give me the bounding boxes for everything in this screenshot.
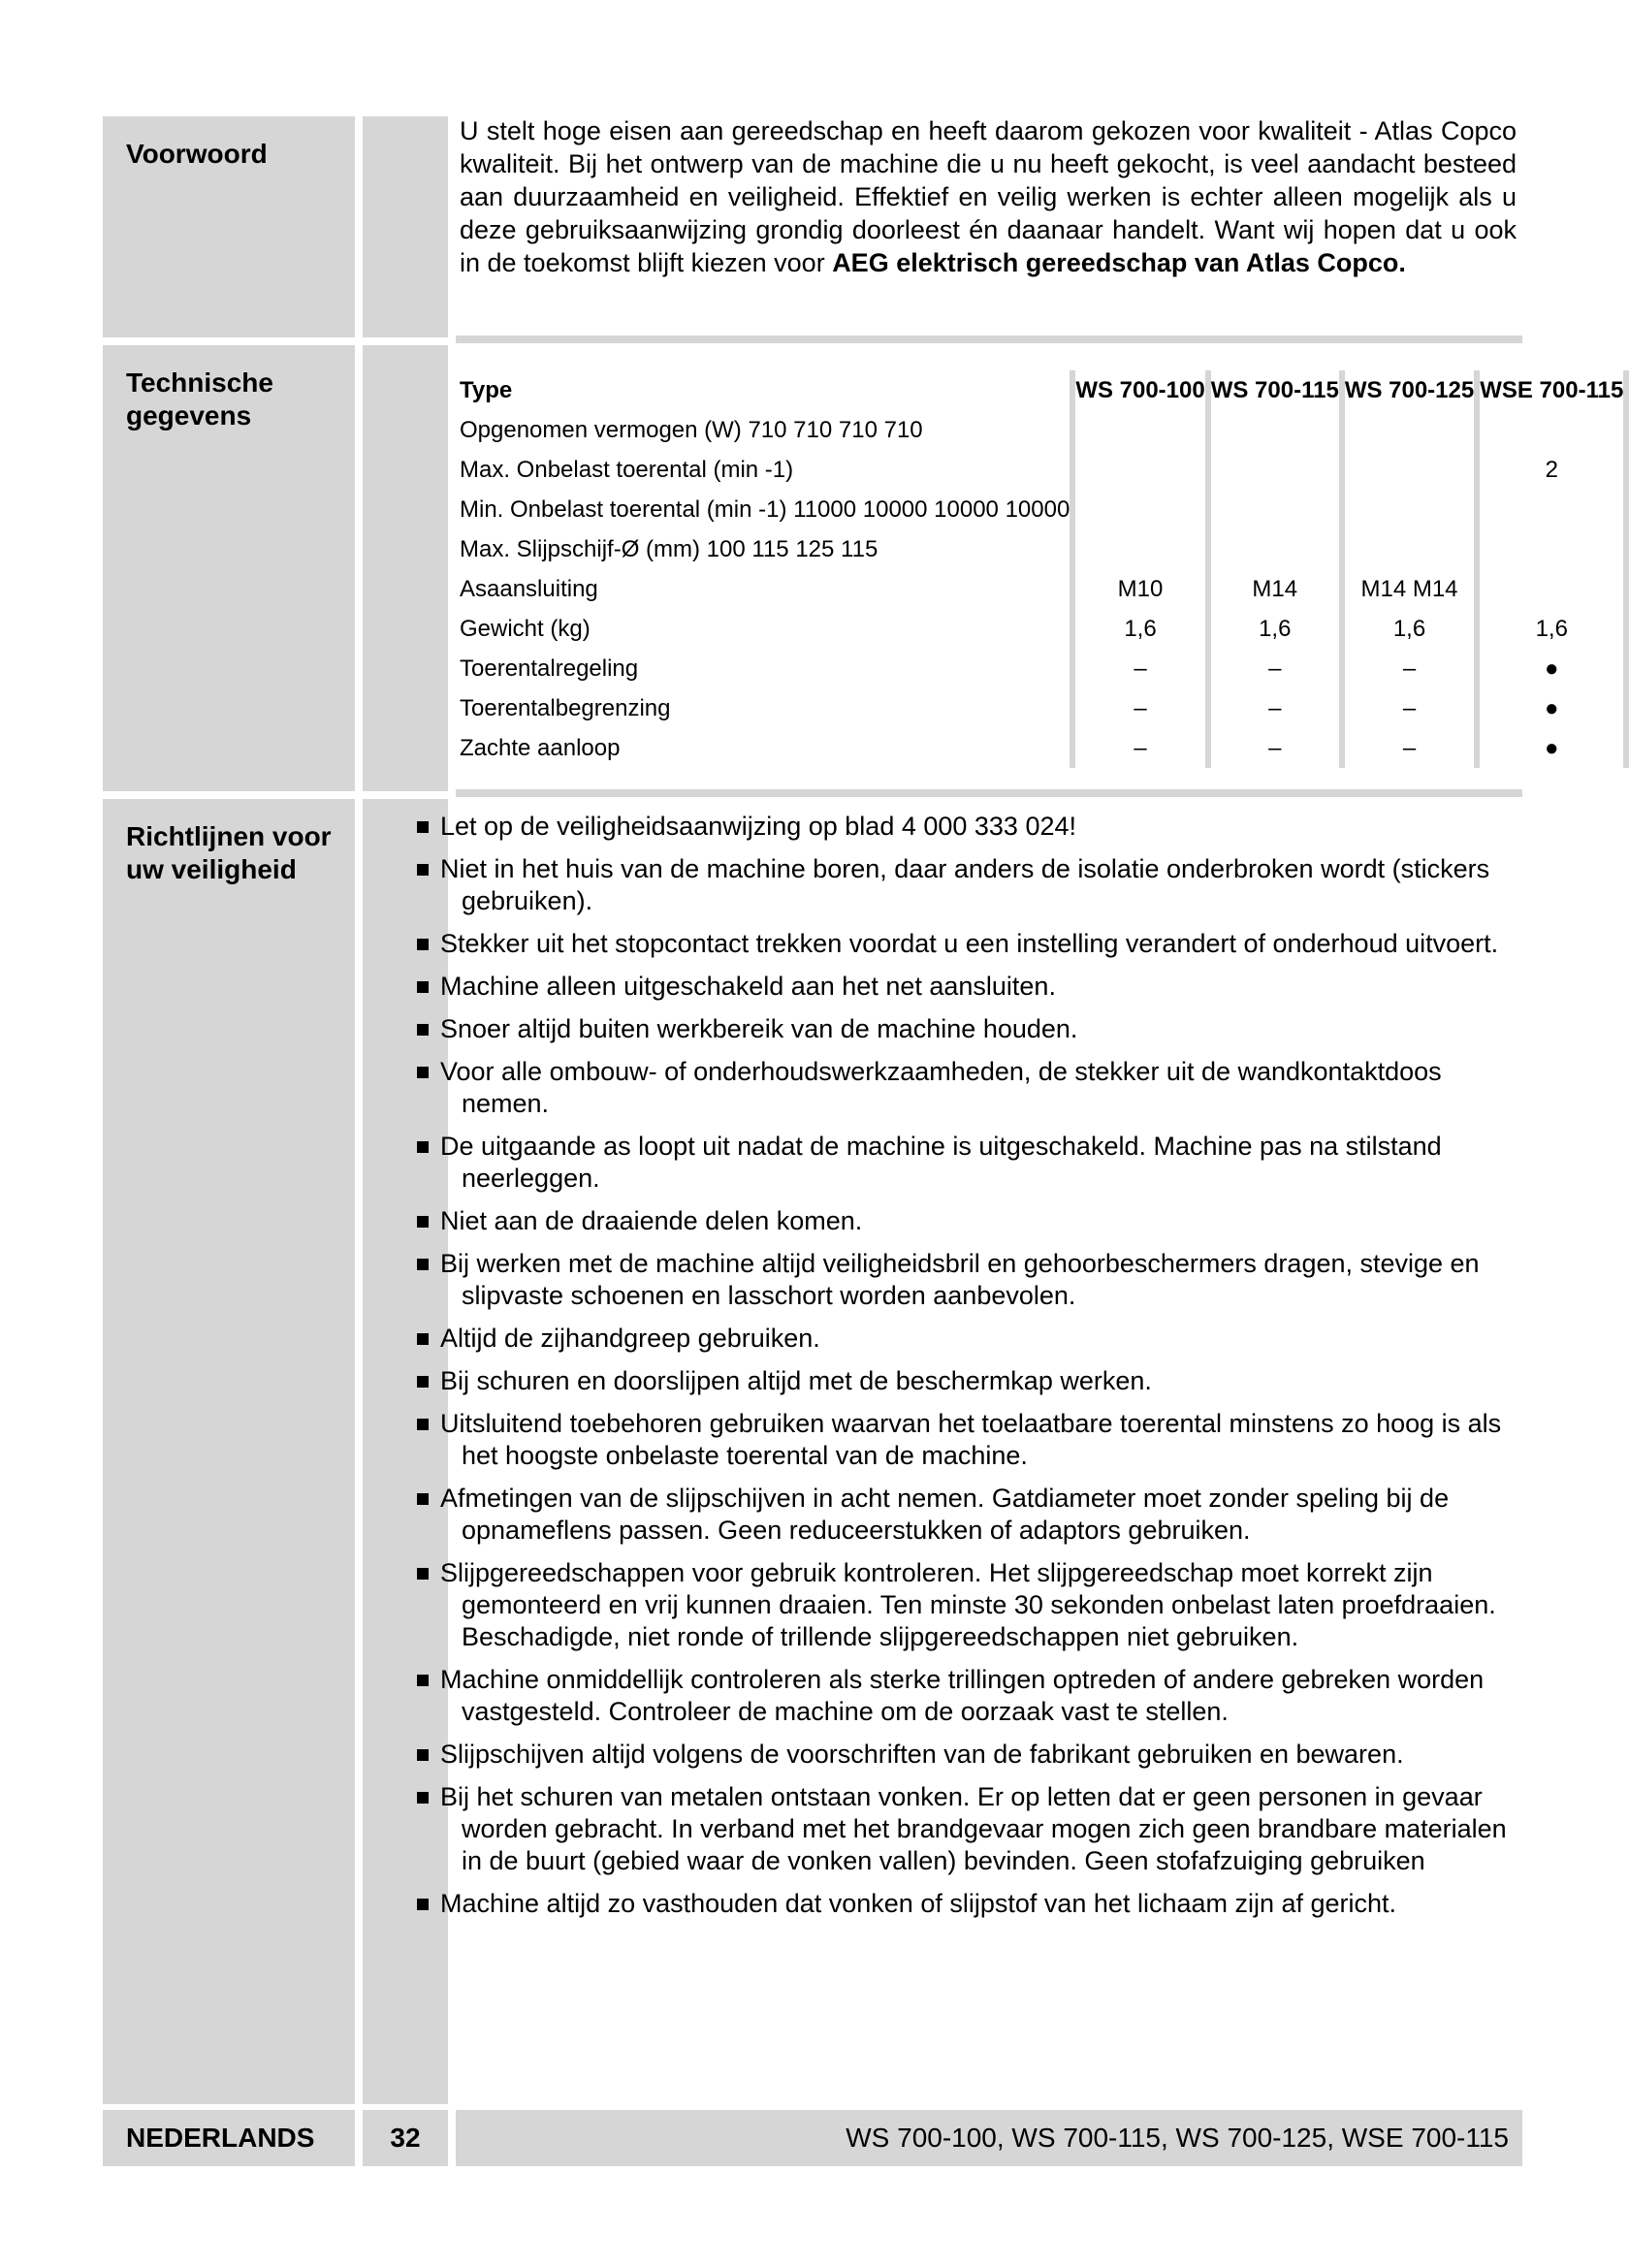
safety-item-text: Machine altijd zo vasthouden dat vonken of slijpstof van het lichaam zijn af gericht.	[440, 1889, 1397, 1918]
safety-item	[417, 1781, 1520, 1877]
spec-cell: –	[1342, 688, 1477, 728]
footer-language: NEDERLANDS	[126, 2123, 315, 2153]
spec-row	[460, 410, 1626, 450]
square-bullet-icon	[417, 1141, 429, 1153]
square-bullet-icon	[417, 821, 429, 833]
spec-row	[460, 569, 1626, 609]
spec-cell: –	[1208, 728, 1342, 768]
spec-cell: –	[1208, 688, 1342, 728]
spec-header-cell: WSE 700-115	[1477, 370, 1626, 410]
spec-cell: M14	[1208, 569, 1342, 609]
safety-item	[417, 1739, 1520, 1771]
safety-item	[417, 1013, 1520, 1045]
spec-cell: –	[1072, 728, 1207, 768]
spec-cell: Max. Onbelast toerental (min -1)	[460, 456, 794, 483]
safety-item	[417, 1248, 1520, 1312]
square-bullet-icon	[417, 1024, 429, 1036]
spec-cell: 1,6	[1208, 609, 1342, 649]
spec-row	[460, 529, 1626, 569]
safety-item-text: Niet in het huis van de machine boren, daar anders de isolatie onderbroken wordt (stickers gebruiken).	[440, 854, 1490, 915]
spec-cell	[1208, 529, 1342, 569]
spec-cell	[1208, 450, 1342, 490]
voorwoord-text	[460, 114, 1517, 279]
spec-cell	[1342, 410, 1477, 450]
spec-cell: –	[1072, 688, 1207, 728]
section-label-voorwoord	[103, 116, 355, 337]
spec-cell: Zachte aanloop	[460, 734, 621, 761]
spec-row	[460, 688, 1626, 728]
square-bullet-icon	[417, 1376, 429, 1388]
safety-item-text: Voor alle ombouw- of onderhoudswerkzaamheden, de stekker uit de wandkontaktdoos nemen.	[440, 1057, 1442, 1118]
spec-cell: 2	[1477, 450, 1626, 490]
footer-models: WS 700-100, WS 700-115, WS 700-125, WSE 700-115	[846, 2123, 1509, 2153]
spec-cell: Asaansluiting	[460, 575, 598, 602]
square-bullet-icon	[417, 1568, 429, 1580]
safety-item-text: Uitsluitend toebehoren gebruiken waarvan het toelaatbare toerental minstens zo hoog is als het hoogste onbelaste toerental van de machine.	[440, 1409, 1502, 1470]
square-bullet-icon	[417, 1675, 429, 1686]
footer-page-box	[363, 2110, 448, 2166]
safety-list	[417, 811, 1520, 1920]
technische-label: Technische gegevens	[126, 367, 273, 431]
spec-cell	[1208, 410, 1342, 450]
spec-cell: –	[1342, 649, 1477, 688]
safety-item-text: Snoer altijd buiten werkbereik van de machine houden.	[440, 1014, 1078, 1043]
square-bullet-icon	[417, 1792, 429, 1804]
square-bullet-icon	[417, 1899, 429, 1910]
richtlijnen-label: Richtlijnen voor uw veiligheid	[126, 821, 332, 884]
spec-row	[460, 609, 1626, 649]
voorwoord-label: Voorwoord	[126, 139, 268, 169]
spec-cell	[1477, 529, 1626, 569]
spec-cell: ●	[1477, 688, 1626, 728]
spec-cell: M10	[1072, 569, 1207, 609]
safety-item	[417, 1888, 1520, 1920]
spec-cell	[1208, 490, 1342, 529]
square-bullet-icon	[417, 981, 429, 993]
safety-item-text: Afmetingen van de slijpschijven in acht nemen. Gatdiameter moet zonder speling bij de opnameflens passen. Geen reduceerstukken of adaptors gebruiken.	[440, 1484, 1450, 1545]
spec-cell	[1072, 450, 1207, 490]
section-label-technische	[103, 345, 355, 791]
section-label-richtlijnen	[103, 799, 355, 2104]
safety-item	[417, 811, 1520, 843]
spec-cell: 1,6	[1477, 609, 1626, 649]
safety-item	[417, 928, 1520, 960]
safety-item	[417, 1056, 1520, 1120]
safety-item	[417, 1205, 1520, 1237]
spec-row	[460, 490, 1626, 529]
safety-item-text: Let op de veiligheidsaanwijzing op blad 4 000 333 024!	[440, 812, 1077, 841]
safety-item-text: Bij schuren en doorslijpen altijd met de beschermkap werken.	[440, 1366, 1152, 1395]
spec-cell: ●	[1477, 728, 1626, 768]
spec-cell	[1477, 410, 1626, 450]
safety-item-text: De uitgaande as loopt uit nadat de machine is uitgeschakeld. Machine pas na stilstand neerleggen.	[440, 1132, 1442, 1193]
safety-item	[417, 1664, 1520, 1728]
safety-item	[417, 1483, 1520, 1547]
spec-table-wrap	[460, 370, 1629, 768]
square-bullet-icon	[417, 1493, 429, 1505]
gutter-voorwoord	[363, 116, 448, 337]
safety-item-text: Slijpgereedschappen voor gebruik kontroleren. Het slijpgereedschap moet korrekt zijn gemonteerd en vrij kunnen draaien. Ten minste 30 sekonden onbelast laten proefdraaien. Beschadigde, niet ronde of trillende slijpgereedschappen niet gebruiken.	[440, 1558, 1496, 1651]
safety-item-text: Bij het schuren van metalen ontstaan vonken. Er op letten dat er geen personen in gevaar worden gebracht. In verband met het brandgevaar mogen zich geen brandbare materialen in de buurt (gebied waar de vonken vallen) bevinden. Geen stofafzuiging gebruiken	[440, 1782, 1507, 1875]
spec-cell: M14 M14	[1342, 569, 1477, 609]
safety-item-text: Machine onmiddellijk controleren als sterke trillingen optreden of andere gebreken worden vastgesteld. Controleer de machine om de oorzaak vast te stellen.	[440, 1665, 1485, 1726]
spec-cell	[1477, 490, 1626, 529]
safety-item	[417, 1365, 1520, 1397]
spec-cell: Toerentalregeling	[460, 655, 639, 682]
square-bullet-icon	[417, 864, 429, 876]
safety-item	[417, 1323, 1520, 1355]
safety-item	[417, 1408, 1520, 1472]
safety-item-text: Altijd de zijhandgreep gebruiken.	[440, 1324, 820, 1353]
safety-item	[417, 1557, 1520, 1653]
spec-cell	[1477, 569, 1626, 609]
spec-cell: Min. Onbelast toerental (min -1) 11000 10000 10000 10000	[460, 495, 1070, 523]
spec-header-cell: Type	[460, 376, 513, 403]
spec-cell: ●	[1477, 649, 1626, 688]
voorwoord-text-bold: AEG elektrisch gereedschap van Atlas Copco.	[832, 248, 1406, 277]
spec-header-cell: WS 700-125	[1342, 370, 1477, 410]
square-bullet-icon	[417, 1333, 429, 1345]
spec-cell: Max. Slijpschijf-Ø (mm) 100 115 125 115	[460, 535, 878, 562]
spec-cell: 1,6	[1072, 609, 1207, 649]
voorwoord-text-plain: U stelt hoge eisen aan gereedschap en heeft daarom gekozen voor kwaliteit - Atlas Copco kwaliteit. Bij het ontwerp van de machine die u nu heeft gekocht, is veel aandacht besteed aan duurzaamheid en veiligheid. Effektief en veilig werken is echter alleen mogelijk als u deze gebruiksaanwijzing grondig doorleest én daanaar handelt. Want wij hopen dat u ook in de toekomst blijft kiezen voor	[460, 116, 1517, 277]
safety-item-text: Machine alleen uitgeschakeld aan het net aansluiten.	[440, 972, 1056, 1001]
safety-item-text: Stekker uit het stopcontact trekken voordat u een instelling verandert of onderhoud uitvoert.	[440, 929, 1499, 958]
spec-row	[460, 728, 1626, 768]
spec-header-cell: WS 700-115	[1208, 370, 1342, 410]
footer-language-box	[103, 2110, 355, 2166]
spec-cell	[1342, 529, 1477, 569]
gutter-technische	[363, 345, 448, 791]
spec-cell	[1072, 410, 1207, 450]
spec-cell: –	[1342, 728, 1477, 768]
square-bullet-icon	[417, 1216, 429, 1228]
spec-cell: Toerentalbegrenzing	[460, 694, 671, 721]
footer-models-box	[456, 2110, 1522, 2166]
spec-cell: –	[1072, 649, 1207, 688]
square-bullet-icon	[417, 939, 429, 950]
safety-item	[417, 1131, 1520, 1195]
safety-item-text: Bij werken met de machine altijd veiligheidsbril en gehoorbeschermers dragen, stevige en slipvaste schoenen en lasschort worden aanbevolen.	[440, 1249, 1480, 1310]
safety-item	[417, 971, 1520, 1003]
spec-row	[460, 450, 1626, 490]
square-bullet-icon	[417, 1749, 429, 1761]
square-bullet-icon	[417, 1067, 429, 1078]
spec-cell	[1342, 490, 1477, 529]
divider-1	[456, 335, 1522, 343]
spec-cell	[1342, 450, 1477, 490]
spec-cell: –	[1208, 649, 1342, 688]
square-bullet-icon	[417, 1259, 429, 1270]
spec-cell	[1072, 529, 1207, 569]
spec-header-row	[460, 370, 1626, 410]
spec-row	[460, 649, 1626, 688]
safety-item-text: Niet aan de draaiende delen komen.	[440, 1206, 863, 1235]
spec-table	[460, 370, 1629, 768]
page-number: 32	[390, 2123, 421, 2153]
safety-list-wrap	[417, 811, 1520, 1931]
divider-2	[456, 789, 1522, 797]
spec-cell	[1072, 490, 1207, 529]
spec-cell: 1,6	[1342, 609, 1477, 649]
square-bullet-icon	[417, 1419, 429, 1430]
spec-cell: Gewicht (kg)	[460, 615, 591, 642]
spec-cell: Opgenomen vermogen (W) 710 710 710 710	[460, 416, 923, 443]
spec-header-cell: WS 700-100	[1072, 370, 1207, 410]
safety-item	[417, 853, 1520, 917]
safety-item-text: Slijpschijven altijd volgens de voorschriften van de fabrikant gebruiken en bewaren.	[440, 1740, 1404, 1769]
